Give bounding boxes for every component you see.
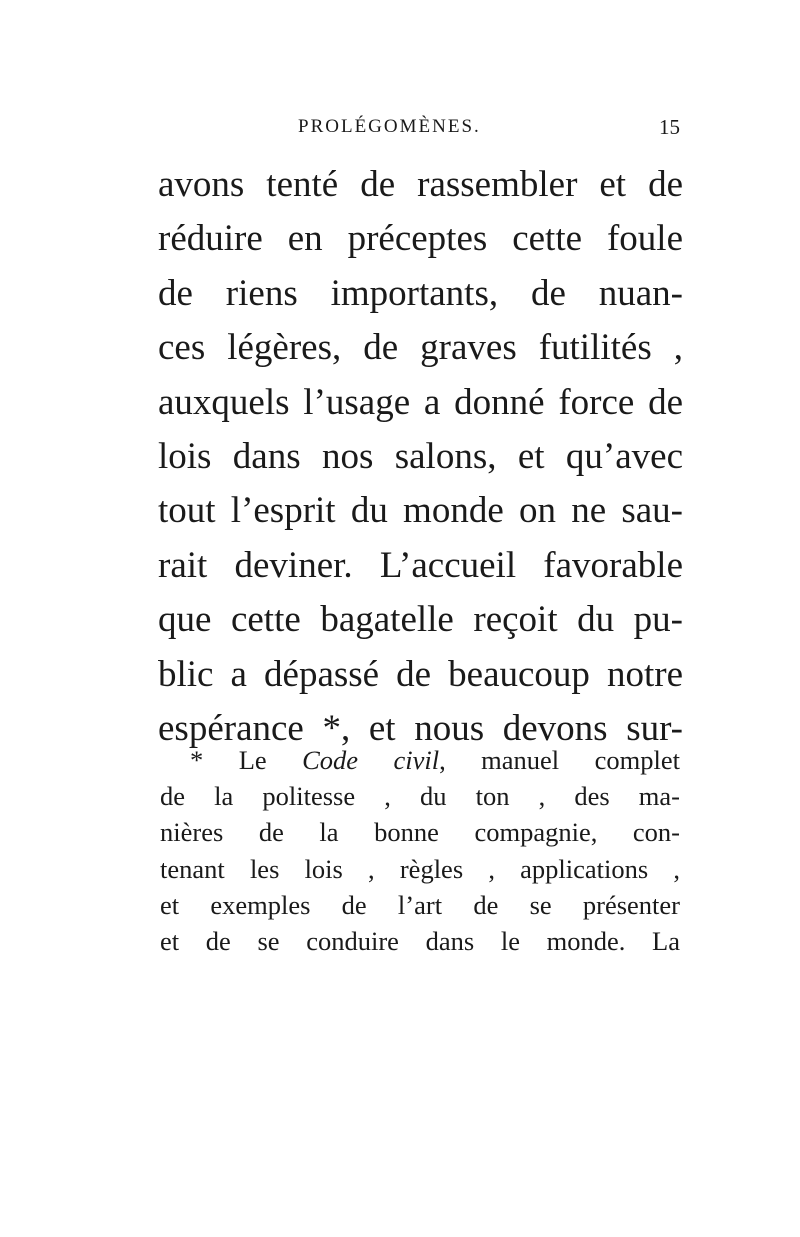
body-line: blic a dépassé de beaucoup notre (158, 653, 683, 695)
footnote-line: et de se conduire dans le monde. La (160, 925, 680, 956)
body-line: auxquels l’usage a donné force de (158, 381, 683, 423)
body-line: de riens importants, de nuan- (158, 272, 683, 314)
body-line: avons tenté de rassembler et de (158, 164, 683, 205)
body-line: rait deviner. L’accueil favorable (158, 544, 683, 586)
page-number: 15 (659, 115, 680, 139)
body-text (158, 158, 683, 756)
body-line: espérance *, et nous devons sur- (158, 707, 683, 749)
footnote-marker: * Le (190, 745, 303, 775)
footnote-line: tenant les lois , règles , applications , (160, 853, 680, 884)
footnote (160, 742, 680, 959)
footnote-line: nières de la bonne compagnie, con- (160, 817, 680, 848)
running-title: PROLÉGOMÈNES. (298, 116, 481, 137)
body-line: réduire en préceptes cette foule (158, 218, 683, 260)
running-head (298, 112, 680, 142)
footnote-line: de la politesse , du ton , des ma- (160, 781, 680, 812)
footnote-line (160, 742, 680, 778)
footnote-line: et exemples de l’art de se présenter (160, 889, 680, 920)
body-line: que cette bagatelle reçoit du pu- (158, 599, 683, 641)
footnote-line-rest: , manuel complet (439, 745, 680, 775)
body-line: tout l’esprit du monde on ne sau- (158, 490, 683, 532)
body-line: ces légères, de graves futilités , (158, 327, 683, 369)
footnote-italic-title: Code civil (302, 745, 440, 775)
body-line: lois dans nos salons, et qu’avec (158, 435, 683, 477)
